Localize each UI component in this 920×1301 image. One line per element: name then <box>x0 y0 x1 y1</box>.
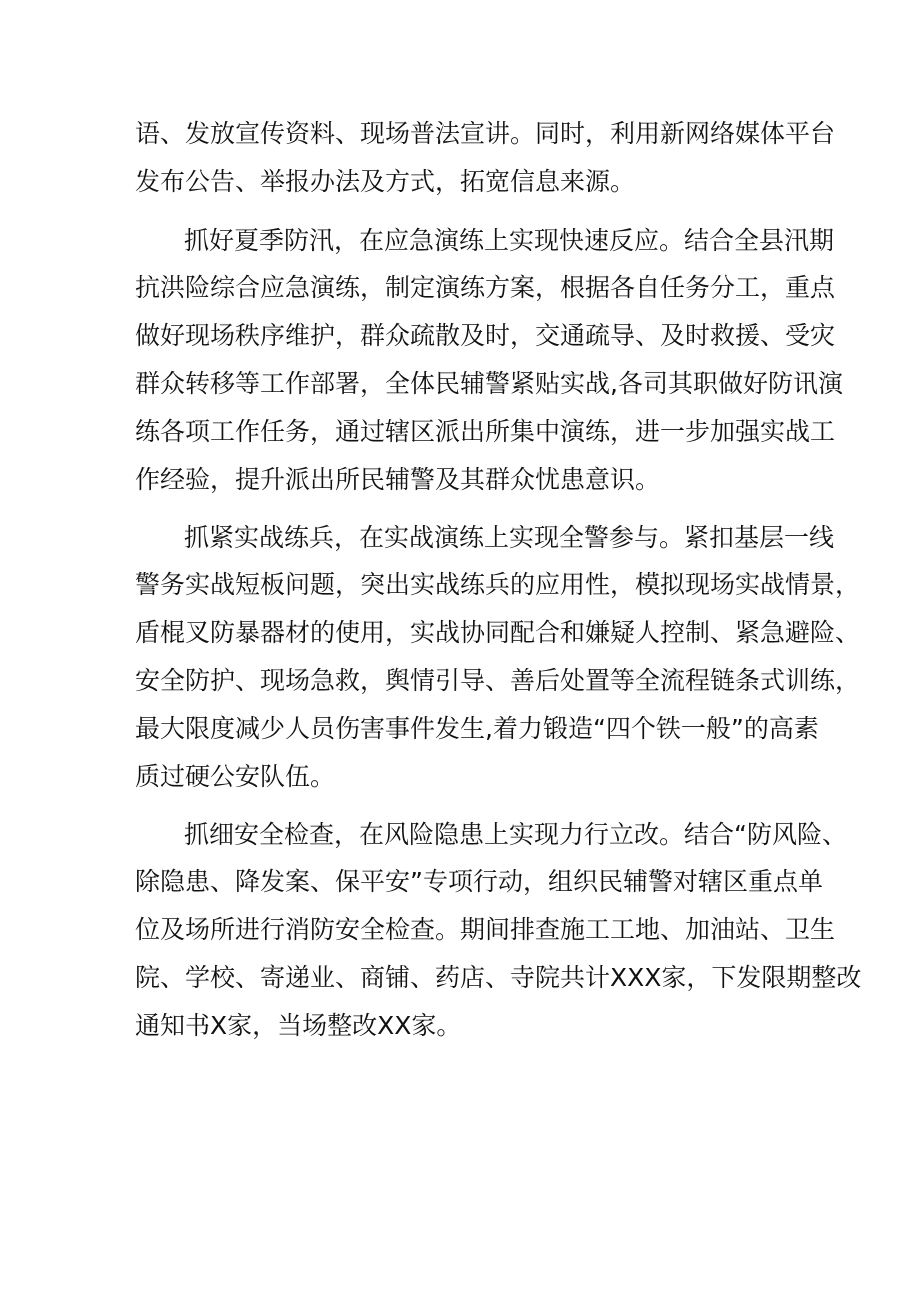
paragraph-3-line-6: 质过硬公安队伍。 <box>135 762 336 791</box>
paragraph-1-line-2: 发布公告、举报办法及方式，拓宽信息来源。 <box>135 167 636 196</box>
paragraph-2-line-3: 做好现场秩序维护，群众疏散及时，交通疏导、及时救援、受灾 <box>135 321 836 350</box>
paragraph-2-line-4: 群众转移等工作部署，全体民辅警紧贴实战,各司其职做好防讯演 <box>135 369 843 398</box>
paragraph-3-line-5: 最大限度减少人员伤害事件发生,着力锻造“四个铁一般”的高素 <box>135 714 819 743</box>
paragraph-4-line-1: 抓细安全检查，在风险隐患上实现力行立改。结合“防风险、 <box>184 820 847 849</box>
paragraph-3-line-4: 安全防护、现场急救，舆情引导、善后处置等全流程链条式训练， <box>135 666 861 695</box>
paragraph-4-line-4: 院、学校、寄递业、商铺、药店、寺院共计XXX家，下发限期整改 <box>135 963 862 992</box>
paragraph-3-line-2: 警务实战短板问题，突出实战练兵的应用性，模拟现场实战情景， <box>135 570 861 599</box>
paragraph-4-line-2: 除隐患、降发案、保平安”专项行动，组织民辅警对辖区重点单 <box>135 867 823 896</box>
paragraph-3-line-1: 抓紧实战练兵，在实战演练上实现全警参与。紧扣基层一线 <box>184 523 835 552</box>
paragraph-3-line-3: 盾棍叉防暴器材的使用，实战协同配合和嫌疑人控制、紧急避险、 <box>135 618 861 647</box>
paragraph-2-line-5: 练各项工作任务，通过辖区派出所集中演练，进一步加强实战工 <box>135 417 836 446</box>
paragraph-2-line-6: 作经验，提升派出所民辅警及其群众忧患意识。 <box>135 465 661 494</box>
paragraph-1-line-1: 语、发放宣传资料、现场普法宣讲。同时，利用新网络媒体平台 <box>135 119 836 148</box>
paragraph-2-line-2: 抗洪险综合应急演练，制定演练方案，根据各自任务分工，重点 <box>135 273 836 302</box>
paragraph-2-line-1: 抓好夏季防汛，在应急演练上实现快速反应。结合全县汛期 <box>184 226 835 255</box>
paragraph-4-line-3: 位及场所进行消防安全检查。期间排查施工工地、加油站、卫生 <box>135 915 836 944</box>
paragraph-4-line-5: 通知书X家，当场整改XX家。 <box>135 1011 462 1040</box>
